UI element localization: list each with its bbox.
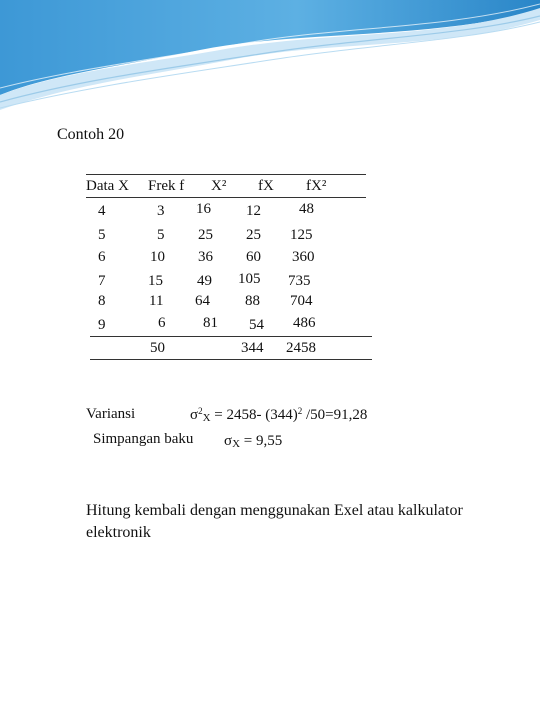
cell-f-5: 11 <box>149 293 164 309</box>
cell-fx2-5: 704 <box>290 293 313 309</box>
cell-x-4: 7 <box>98 273 106 289</box>
cell-fx2-2: 125 <box>290 227 313 243</box>
cell-fx2-4: 735 <box>288 273 311 289</box>
cell-x2-1: 16 <box>196 201 211 217</box>
decorative-header-banner <box>0 0 540 130</box>
cell-fx-3: 60 <box>246 249 261 265</box>
cell-x2-6: 81 <box>203 315 218 331</box>
table-top-rule <box>86 174 366 175</box>
cell-fx2-1: 48 <box>299 201 314 217</box>
cell-x-5: 8 <box>98 293 106 309</box>
sigma-symbol: σ <box>190 407 199 423</box>
cell-fx-4: 105 <box>238 271 261 287</box>
slide-title: Contoh 20 <box>57 126 125 143</box>
header-data-x: Data X <box>86 178 129 194</box>
total-f: 50 <box>150 340 165 356</box>
cell-f-2: 5 <box>157 227 165 243</box>
cell-fx-1: 12 <box>246 203 261 219</box>
header-fx-squared: fX² <box>306 178 327 194</box>
cell-f-3: 10 <box>150 249 165 265</box>
table-total-rule <box>90 336 372 337</box>
cell-x-6: 9 <box>98 317 106 333</box>
cell-x2-3: 36 <box>198 249 213 265</box>
header-fx: fX <box>258 178 274 194</box>
instruction-note: Hitung kembali dengan menggunakan Exel atau kalkulator elektronik <box>86 502 463 541</box>
cell-x-3: 6 <box>98 249 106 265</box>
cell-fx-2: 25 <box>246 227 261 243</box>
table-header-rule <box>86 197 366 198</box>
cell-fx2-6: 486 <box>293 315 316 331</box>
variance-label: Variansi <box>86 406 136 422</box>
cell-fx2-3: 360 <box>292 249 315 265</box>
cell-x2-4: 49 <box>197 273 212 289</box>
cell-x-2: 5 <box>98 227 106 243</box>
header-frek-f: Frek f <box>148 178 185 194</box>
cell-x-1: 4 <box>98 203 106 219</box>
cell-x2-5: 64 <box>195 293 210 309</box>
cell-f-1: 3 <box>157 203 165 219</box>
stddev-label: Simpangan baku <box>93 431 194 447</box>
total-fx-squared: 2458 <box>286 340 316 356</box>
variance-formula: $\sigma^2_X = 2458-$ $(344)^2$ /50=91,28 <box>190 406 368 424</box>
total-fx: 344 <box>241 340 264 356</box>
cell-fx-5: 88 <box>245 293 260 309</box>
cell-x2-2: 25 <box>198 227 213 243</box>
header-x-squared: X² <box>211 178 227 194</box>
cell-fx-6: 54 <box>249 317 264 333</box>
cell-f-4: 15 <box>148 273 163 289</box>
sigma-symbol: σ <box>224 433 233 449</box>
cell-f-6: 6 <box>158 315 166 331</box>
table-bottom-rule <box>90 359 372 360</box>
stddev-formula: $\sigma_X = 9,55$ <box>224 433 283 450</box>
